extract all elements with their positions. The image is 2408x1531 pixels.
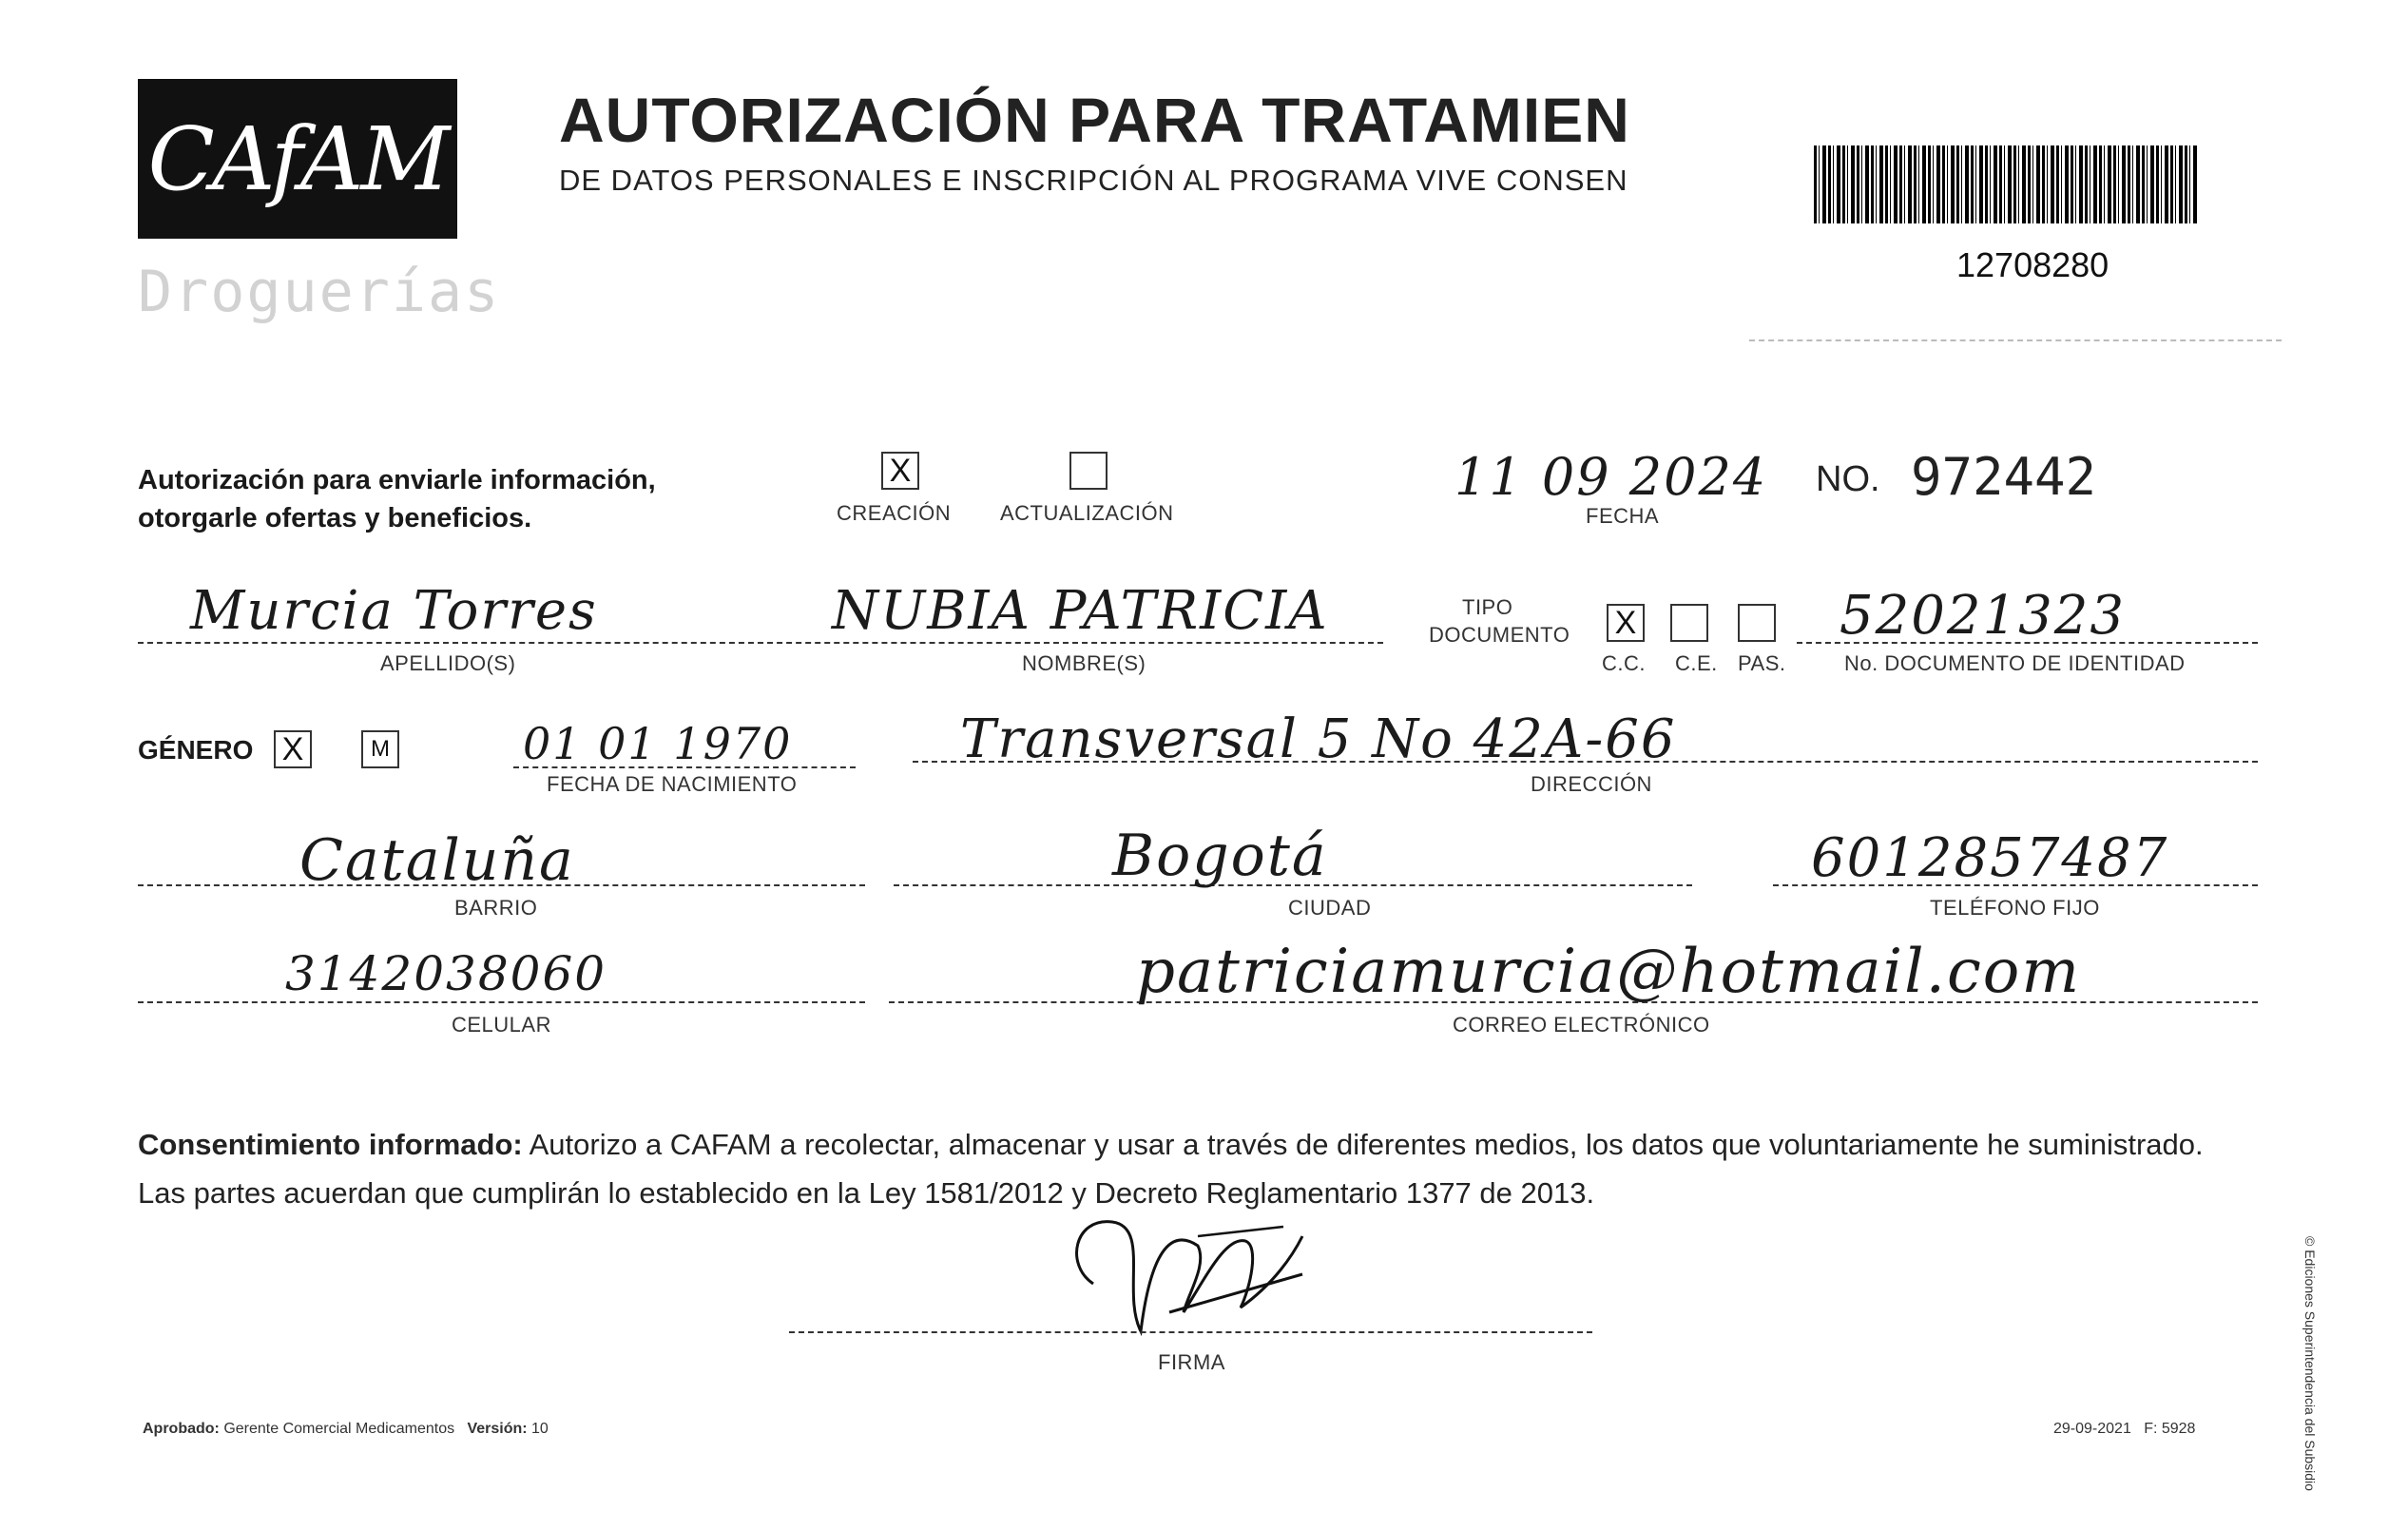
direccion-label: DIRECCIÓN xyxy=(1531,772,1652,796)
telefono-label: TELÉFONO FIJO xyxy=(1930,896,2100,920)
firma-line xyxy=(789,1331,1592,1333)
handwritten-signature xyxy=(1055,1198,1321,1350)
header-divider xyxy=(1749,339,2282,341)
nacimiento-value: 01 01 1970 xyxy=(523,718,793,769)
footer-right xyxy=(2053,1421,2195,1438)
tipo-label: TIPO xyxy=(1462,595,1513,619)
logo-text: CAfAM xyxy=(147,107,448,210)
cc-checkbox[interactable]: X xyxy=(1607,604,1645,642)
apellidos-nombres-line xyxy=(138,642,1383,644)
nacimiento-label: FECHA DE NACIMIENTO xyxy=(547,772,798,796)
genero-f-checkbox[interactable]: X xyxy=(274,730,312,768)
celular-line xyxy=(138,1001,865,1003)
celular-label: CELULAR xyxy=(452,1013,551,1037)
vertical-imprint: © Ediciones Superintendencia del Subsidio xyxy=(2302,1236,2318,1491)
footer-left xyxy=(143,1421,549,1438)
documento-label: No. DOCUMENTO DE IDENTIDAD xyxy=(1844,651,2186,675)
correo-value: patriciamurcia@hotmail.com xyxy=(1136,937,2081,1007)
aprobado-value: Gerente Comercial Medicamentos xyxy=(223,1421,455,1437)
apellidos-label: APELLIDO(S) xyxy=(380,651,516,675)
actualizacion-label: ACTUALIZACIÓN xyxy=(1000,501,1174,525)
cc-label: C.C. xyxy=(1602,651,1646,675)
documento-tipo-label: DOCUMENTO xyxy=(1429,623,1570,647)
documento-value: 52021323 xyxy=(1840,585,2127,647)
logo-subtext: Droguerías xyxy=(138,259,501,325)
aprobado-label: Aprobado: xyxy=(143,1421,220,1437)
barcode-number: 12708280 xyxy=(1956,245,2109,284)
ciudad-label: CIUDAD xyxy=(1288,896,1372,920)
telefono-value: 6012857487 xyxy=(1811,827,2169,889)
consent-line-2: Las partes acuerdan que cumplirán lo establecido en la Ley 1581/2012 y Decreto Reglamentario 1377 de 2013. xyxy=(138,1176,1595,1210)
genero-m-checkbox[interactable]: M xyxy=(361,730,399,768)
intro-text xyxy=(138,461,656,537)
intro-line-2: otorgarle ofertas y beneficios. xyxy=(138,503,532,533)
intro-line-1: Autorización para enviarle información, xyxy=(138,465,656,495)
barrio-label: BARRIO xyxy=(454,896,538,920)
barcode xyxy=(1814,145,2199,223)
version-label: Versión: xyxy=(467,1421,528,1437)
consent-heading: Consentimiento informado: xyxy=(138,1128,523,1161)
no-label: NO. xyxy=(1816,459,1880,499)
fecha-value: 11 09 2024 xyxy=(1454,447,1768,507)
ciudad-value: Bogotá xyxy=(1112,823,1328,889)
actualizacion-checkbox[interactable] xyxy=(1069,452,1108,490)
version-value: 10 xyxy=(531,1421,549,1437)
ce-checkbox[interactable] xyxy=(1670,604,1708,642)
firma-label: FIRMA xyxy=(1158,1350,1225,1374)
ce-label: C.E. xyxy=(1675,651,1718,675)
form-subtitle: DE DATOS PERSONALES E INSCRIPCIÓN AL PROGRAMA VIVE CONSEN xyxy=(559,164,1628,197)
cafam-logo xyxy=(138,79,457,239)
footer-date: 29-09-2021 xyxy=(2053,1421,2131,1437)
celular-value: 3142038060 xyxy=(285,946,607,1001)
no-value: 972442 xyxy=(1911,447,2097,507)
genero-label: GÉNERO xyxy=(138,735,254,765)
correo-label: CORREO ELECTRÓNICO xyxy=(1453,1013,1710,1037)
consent-text-1: Autorizo a CAFAM a recolectar, almacenar y usar a través de diferentes medios, los datos que voluntariamente he suministrado. xyxy=(522,1128,2204,1161)
creacion-checkbox[interactable]: X xyxy=(881,452,919,490)
pas-checkbox[interactable] xyxy=(1738,604,1776,642)
nombres-label: NOMBRE(S) xyxy=(1022,651,1146,675)
nacimiento-line xyxy=(513,766,856,768)
consent-line-1 xyxy=(138,1120,2267,1169)
form-title: AUTORIZACIÓN PARA TRATAMIEN xyxy=(559,85,1630,155)
apellidos-value: Murcia Torres xyxy=(190,580,598,642)
creacion-label: CREACIÓN xyxy=(837,501,952,525)
direccion-value: Transversal 5 No 42A-66 xyxy=(960,708,1677,770)
footer-code: F: 5928 xyxy=(2144,1421,2196,1437)
nombres-value: NUBIA PATRICIA xyxy=(832,580,1329,642)
fecha-label: FECHA xyxy=(1586,504,1660,528)
barrio-value: Cataluña xyxy=(299,827,575,894)
pas-label: PAS. xyxy=(1738,651,1786,675)
